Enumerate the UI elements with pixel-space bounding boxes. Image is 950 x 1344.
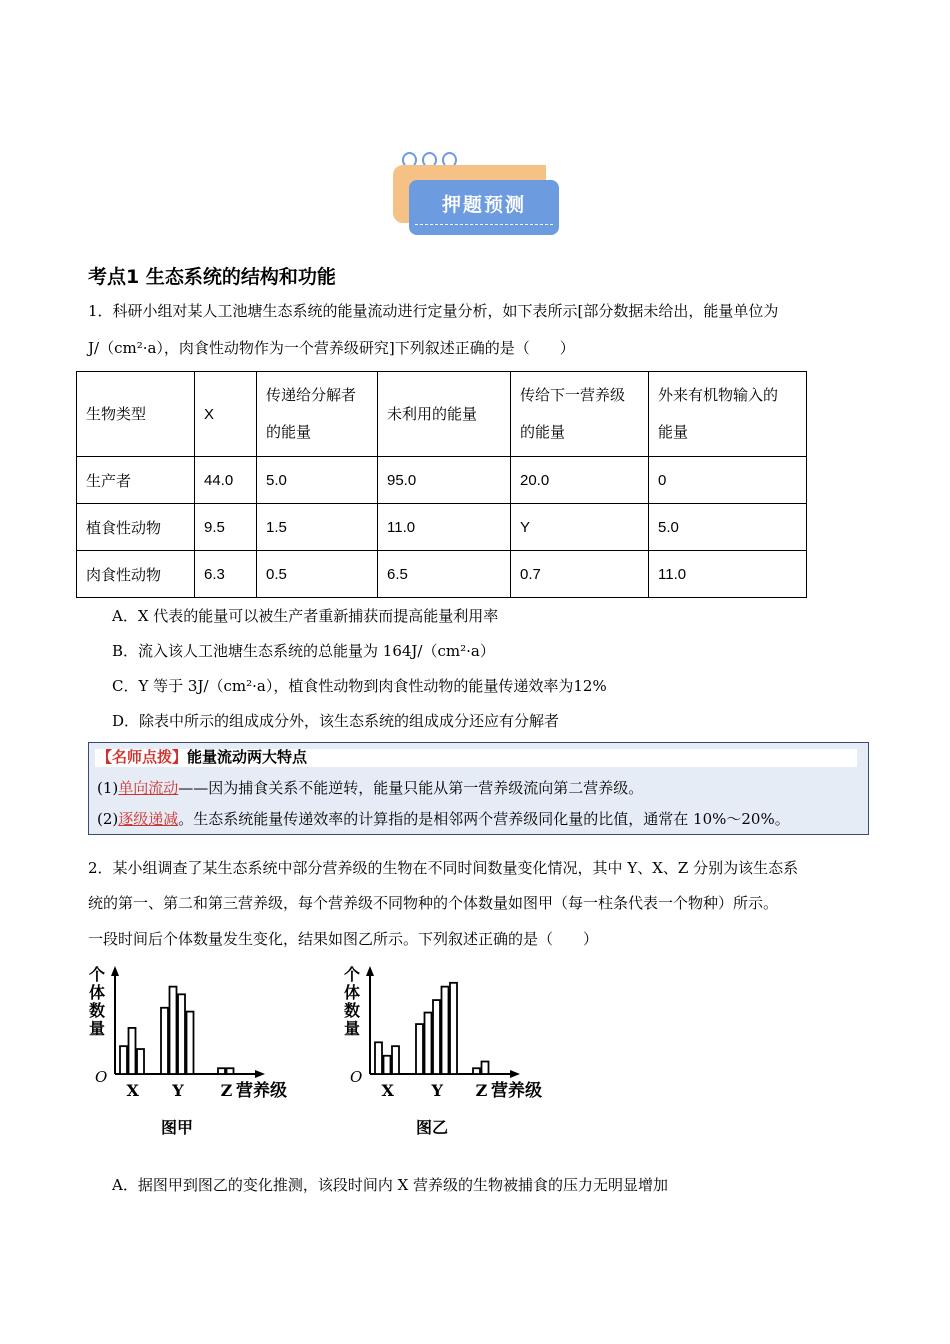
question-1-line-1: 1．科研小组对某人工池塘生态系统的能量流动进行定量分析，如下表所示[部分数据未给出，能量单位为: [88, 302, 779, 320]
banner-divider: [415, 224, 553, 225]
origin-label: O: [95, 1068, 108, 1086]
table-cell: 0: [649, 457, 807, 504]
energy-table: [76, 371, 807, 598]
table-cell: 20.0: [511, 457, 649, 504]
table-cell: 95.0: [378, 457, 511, 504]
y-axis-label: 体: [89, 983, 106, 1002]
question-2-line-3: 一段时间后个体数量发生变化，结果如图乙所示。下列叙述正确的是（ ）: [88, 930, 599, 948]
chart-title: 图甲: [160, 1118, 194, 1137]
chart-jia: [85, 960, 315, 1145]
chart-yi: [340, 960, 570, 1145]
x-tick-label: Z: [220, 1081, 233, 1100]
table-header-cell: 传递给分解者 的能量: [257, 372, 378, 457]
bar: [450, 983, 457, 1074]
table-cell: 1.5: [257, 504, 378, 551]
y-axis-arrow: [366, 966, 374, 976]
bar: [170, 987, 177, 1074]
bar: [187, 1012, 194, 1074]
y-axis-label: 体: [344, 983, 361, 1002]
table-row: [77, 551, 807, 598]
tips-line-1: (1)单向流动——因为捕食关系不能逆转，能量只能从第一营养级流向第二营养级。: [97, 779, 644, 797]
table-cell: 0.5: [257, 551, 378, 598]
x-tick-label: X: [126, 1081, 139, 1100]
bar: [120, 1046, 127, 1074]
origin-label: O: [350, 1068, 363, 1086]
tips-bracket-label: 【名师点拨】: [97, 748, 188, 766]
table-cell: Y: [511, 504, 649, 551]
bar: [392, 1046, 399, 1074]
option-a: A．X 代表的能量可以被生产者重新捕获而提高能量利用率: [112, 607, 499, 625]
x-tick-label: Z: [475, 1081, 488, 1100]
bar: [129, 1028, 136, 1074]
table-cell: 9.5: [195, 504, 257, 551]
section-heading: 考点1 生态系统的结构和功能: [88, 266, 336, 288]
banner-title: 押题预测: [441, 194, 526, 216]
y-axis-label: 数: [89, 1001, 106, 1020]
bar: [442, 987, 449, 1074]
question-1-line-2: J/（cm²·a），肉食性动物作为一个营养级研究]下列叙述正确的是（ ）: [88, 339, 575, 357]
tips-title-text: 能量流动两大特点: [187, 748, 308, 766]
table-cell: 植食性动物: [77, 504, 195, 551]
y-axis-label: 个: [89, 965, 106, 984]
question-2-option-a: A．据图甲到图乙的变化推测，该段时间内 X 营养级的生物被捕食的压力无明显增加: [112, 1176, 669, 1194]
x-axis-arrow: [255, 1070, 265, 1078]
y-axis-label: 量: [344, 1019, 361, 1038]
table-row: [77, 457, 807, 504]
table-header-row: [77, 372, 807, 457]
option-c: C．Y 等于 3J/（cm²·a），植食性动物到肉食性动物的能量传递效率为12%: [112, 677, 607, 695]
bar: [375, 1042, 382, 1074]
bar: [473, 1068, 480, 1074]
question-2-line-2: 统的第一、第二和第三营养级，每个营养级不同物种的个体数量如图甲（每一柱条代表一个物种）所示。: [88, 894, 779, 912]
table-header-cell: 未利用的能量: [378, 372, 511, 457]
bar: [433, 1000, 440, 1074]
tips-line-2: (2)逐级递减。生态系统能量传递效率的计算指的是相邻两个营养级同化量的比值，通常在 10%～20%。: [97, 810, 790, 828]
option-d: D．除表中所示的组成成分外，该生态系统的组成成分还应有分解者: [112, 712, 560, 730]
table-header-cell: X: [195, 372, 257, 457]
table-cell: 6.3: [195, 551, 257, 598]
table-row: [77, 504, 807, 551]
x-tick-label: Y: [172, 1081, 184, 1100]
table-cell: 6.5: [378, 551, 511, 598]
y-axis-label: 量: [89, 1019, 106, 1038]
bar: [218, 1068, 225, 1074]
table-header-cell: 外来有机物输入的 能量: [649, 372, 807, 457]
chart-title: 图乙: [415, 1118, 449, 1137]
table-cell: 生产者: [77, 457, 195, 504]
x-axis-label: 营养级: [491, 1081, 542, 1101]
bar: [227, 1068, 234, 1074]
bar: [137, 1049, 144, 1074]
table-cell: 5.0: [257, 457, 378, 504]
x-axis-label: 营养级: [236, 1081, 287, 1101]
table-header-cell: 传给下一营养级 的能量: [511, 372, 649, 457]
bar: [425, 1013, 432, 1074]
table-cell: 11.0: [649, 551, 807, 598]
y-axis-label: 数: [344, 1001, 361, 1020]
tips-keyword: 单向流动: [118, 779, 179, 797]
bar: [482, 1062, 489, 1074]
bar: [416, 1024, 423, 1074]
table-header-cell: 生物类型: [77, 372, 195, 457]
x-axis-arrow: [510, 1070, 520, 1078]
table-cell: 0.7: [511, 551, 649, 598]
bar: [384, 1056, 391, 1074]
y-axis-label: 个: [344, 965, 361, 984]
tips-keyword: 逐级递减: [118, 810, 179, 828]
table-cell: 5.0: [649, 504, 807, 551]
bar: [178, 994, 185, 1074]
x-tick-label: X: [381, 1081, 394, 1100]
x-tick-label: Y: [431, 1081, 443, 1100]
y-axis-arrow: [111, 966, 119, 976]
table-cell: 44.0: [195, 457, 257, 504]
question-2-line-1: 2．某小组调查了某生态系统中部分营养级的生物在不同时间数量变化情况，其中 Y、X、Z 分别为该生态系: [88, 859, 799, 877]
option-b: B．流入该人工池塘生态系统的总能量为 164J/（cm²·a）: [112, 642, 495, 660]
tips-title: [97, 746, 307, 767]
bar: [161, 1008, 168, 1074]
table-cell: 肉食性动物: [77, 551, 195, 598]
table-cell: 11.0: [378, 504, 511, 551]
